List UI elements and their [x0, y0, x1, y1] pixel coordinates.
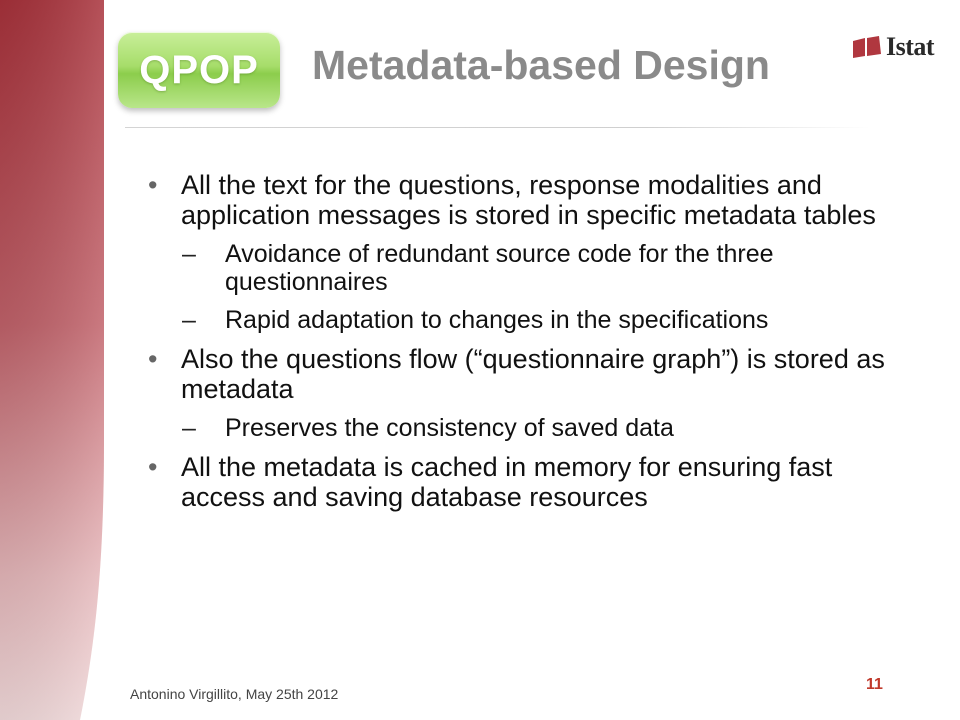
istat-logo-text: Istat: [886, 32, 935, 61]
left-decorative-band: [0, 0, 104, 720]
bullet-item: [148, 344, 918, 404]
sub-bullet-item: [148, 414, 918, 442]
bullet-text: All the metadata is cached in memory for ensuring fast access and saving database resources: [181, 452, 833, 512]
sub-bullet-text: Preserves the consistency of saved data: [225, 414, 674, 442]
dash-marker: –: [182, 240, 196, 268]
sub-bullet-item: [148, 240, 918, 296]
bullet-list: [148, 170, 918, 522]
sub-bullet-text: Rapid adaptation to changes in the specifications: [225, 306, 769, 334]
dash-marker: –: [182, 414, 196, 442]
section-badge: [118, 32, 280, 108]
bullet-marker: •: [148, 344, 158, 374]
bullet-marker: •: [148, 170, 158, 200]
sub-bullet-item: [148, 306, 918, 334]
bullet-text: Also the questions flow (“questionnaire graph”) is stored as metadata: [181, 344, 885, 404]
footer-author-date: Antonino Virgillito, May 25th 2012: [130, 686, 339, 702]
title-divider: [125, 127, 870, 128]
page-number: 11: [866, 676, 883, 693]
dash-marker: –: [182, 306, 196, 334]
istat-logo-icon: [852, 35, 882, 59]
slide-title: Metadata-based Design: [312, 42, 770, 88]
sub-bullet-text: Avoidance of redundant source code for the three questionnaires: [225, 240, 774, 296]
bullet-item: [148, 452, 918, 512]
section-badge-label: QPOP: [139, 47, 259, 92]
bullet-item: [148, 170, 918, 230]
bullet-marker: •: [148, 452, 158, 482]
istat-logo: [852, 32, 948, 62]
bullet-text: All the text for the questions, response modalities and application messages is stored in specific metadata tables: [181, 170, 876, 230]
